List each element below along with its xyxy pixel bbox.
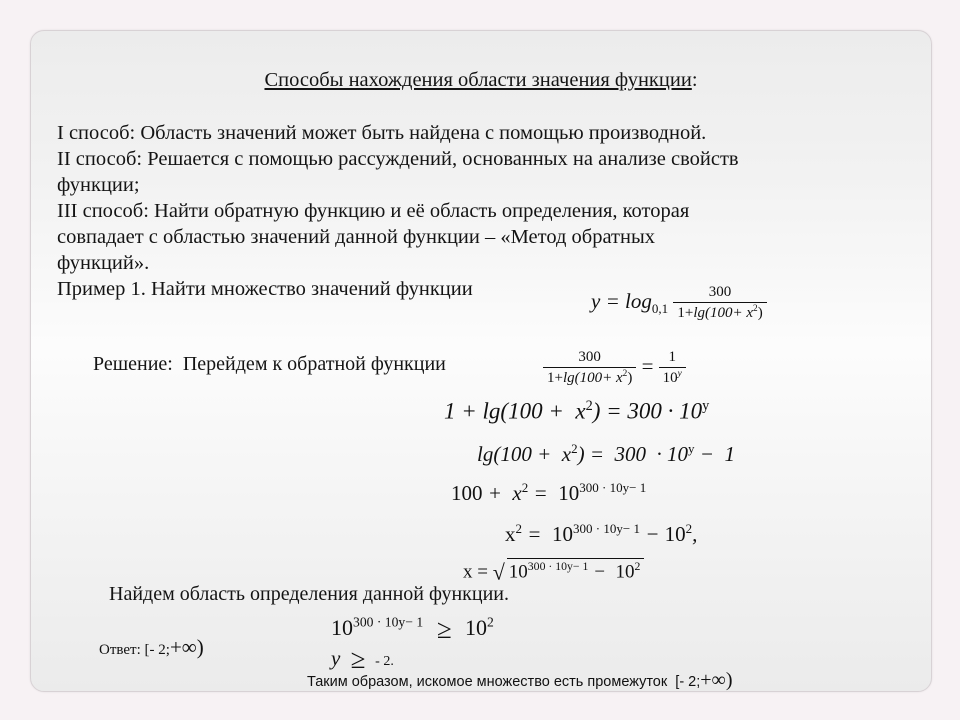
method-3-text-end: функций». <box>57 252 150 274</box>
solution-rhs-denominator-base: 10 <box>662 370 678 386</box>
solution-denominator-exp: 2 <box>622 369 628 379</box>
inequality-2-var: y <box>331 646 341 670</box>
method-1-text: I способ: Область значений может быть найдена с помощью производной. <box>57 122 707 144</box>
example-formula <box>591 284 767 322</box>
example-formula-lhs: y <box>591 288 601 313</box>
method-2-text: II способ: Решается с помощью рассуждений, основанных на анализе свойств <box>57 148 739 170</box>
solution-numerator: 300 <box>543 349 636 368</box>
conclusion-text: Таким образом, искомое множество есть промежуток <box>307 674 668 690</box>
inequality-lhs-exp-sup: y <box>398 614 406 630</box>
example-formula-log-base: 0,1 <box>651 301 669 316</box>
solution-denominator-arg: (100+ x <box>574 370 623 386</box>
example-formula-denominator <box>673 303 766 322</box>
slide-frame <box>30 30 932 692</box>
equation-2: $\lg(100 + x^2) = 300 \cdot 10^y - 1$ <box>477 441 735 466</box>
example-formula-log: log <box>625 288 652 313</box>
solution-denominator-prefix: 1+ <box>547 370 563 386</box>
solution-label-text: Решение: <box>93 353 173 375</box>
answer-line <box>99 635 204 660</box>
solution-text: Перейдем к обратной функции <box>182 353 446 375</box>
example-formula-numerator: 300 <box>673 284 766 303</box>
inequality-sign: ≥ <box>436 614 452 644</box>
conclusion-line <box>307 669 732 692</box>
conclusion-infinity: +∞) <box>700 669 733 691</box>
equation-4: $x^2 = 10^{300 \cdot 10y- 1} - 10^2$, <box>505 521 698 546</box>
inequality-1 <box>331 614 494 645</box>
method-3-text: III способ: Найти обратную функцию и её область определения, которая <box>57 200 690 222</box>
answer-label: Ответ: <box>99 642 141 658</box>
solution-line <box>93 353 446 376</box>
page-title-colon: : <box>691 69 698 91</box>
example-denominator-close: ) <box>757 305 763 321</box>
solution-denominator-close: ) <box>627 370 633 386</box>
solution-equals: = <box>641 353 654 378</box>
example-denominator-arg: (100+ x <box>705 305 754 321</box>
example-denominator-lg: lg <box>693 305 706 321</box>
example-denominator-prefix: 1+ <box>677 305 694 321</box>
example-denominator-exp: 2 <box>753 304 758 314</box>
solution-rhs-denominator <box>659 368 686 387</box>
answer-infinity: +∞) <box>169 635 204 659</box>
solution-rhs-denominator-exp: y <box>677 369 682 379</box>
inequality-2-value: - 2. <box>375 654 394 669</box>
example-formula-fraction <box>673 284 766 322</box>
inequality-rhs-base: 10 <box>464 615 487 640</box>
solution-formula <box>543 349 686 387</box>
inequality-rhs-exp: 2 <box>486 614 494 630</box>
equation-5: x = √ $10^{300 \cdot 10y- 1} - 10^2$ <box>463 558 644 585</box>
answer-value: [- 2; <box>144 642 170 658</box>
conclusion-interval: [- 2; <box>675 674 701 690</box>
solution-denominator <box>543 368 636 387</box>
solution-formula-fraction-left <box>543 349 636 387</box>
example-label: Пример 1. Найти множество значений функции <box>57 278 473 300</box>
example-formula-equals: = <box>605 288 620 313</box>
inequality-lhs-exp: 300 · 10 <box>353 614 399 630</box>
equation-3: $100 + x^2 = 10^{300 \cdot 10y- 1}$ <box>451 480 647 505</box>
inequality-lhs-exp-tail: − 1 <box>405 614 424 630</box>
method-3-text-cont: совпадает с областью значений данной функции – «Метод обратных <box>57 226 656 248</box>
method-2-text-cont: функции; <box>57 174 140 196</box>
equation-1: $1 + \lg(100 + x^2) = 300 \cdot 10^y$ <box>444 398 710 424</box>
solution-denominator-lg: lg <box>562 370 575 386</box>
domain-line: Найдем область определения данной функции. <box>109 583 509 605</box>
slide-content <box>31 31 931 691</box>
page-title <box>31 69 931 92</box>
inequality-2-sign: ≥ <box>350 644 366 674</box>
inequality-lhs-base: 10 <box>331 615 353 640</box>
page-title-text: Способы нахождения области значения функции <box>264 69 692 91</box>
solution-formula-fraction-right <box>659 349 686 387</box>
solution-rhs-numerator: 1 <box>659 349 686 368</box>
